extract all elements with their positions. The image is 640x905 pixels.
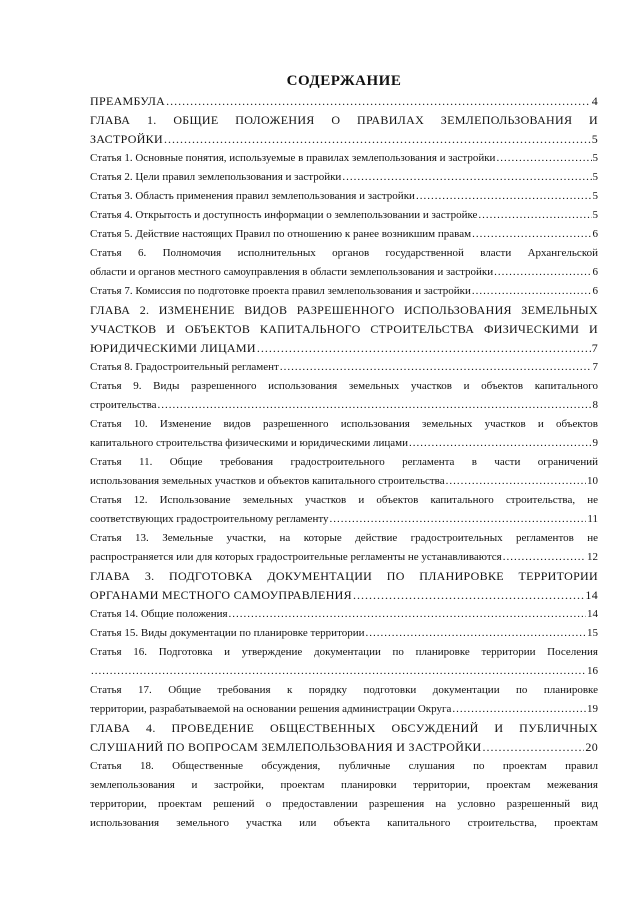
dot-leader (409, 434, 591, 453)
toc-entry-line: Статья 17. Общие требования к порядку подготовки документации по планировке (90, 684, 598, 696)
dot-leader (416, 187, 592, 206)
toc-article-entry[interactable] (90, 377, 598, 415)
toc-entry-line: ГЛАВА 2. ИЗМЕНЕНИЕ ВИДОВ РАЗРЕШЕННОГО ИСПОЛЬЗОВАНИЯ ЗЕМЕЛЬНЫХ (90, 303, 598, 317)
toc-entry-text: Статья 2. Цели правил землепользования и застройки (90, 171, 342, 183)
toc-entry-leader-line (90, 282, 598, 301)
toc-entry-line: использования земельного участка или объекта капитального строительства, проектам (90, 817, 598, 829)
dot-leader (503, 548, 586, 567)
toc-article-entry[interactable] (90, 244, 598, 282)
toc-entry-text: Статья 7. Комиссия по подготовке проекта правил землепользования и застройки (90, 285, 471, 297)
toc-entry-text: СЛУШАНИЙ ПО ВОПРОСАМ ЗЕМЛЕПОЛЬЗОВАНИЯ И ЗАСТРОЙКИ (90, 740, 482, 754)
toc-entry-line: Статья 9. Виды разрешенного использования земельных участков и объектов капитального (90, 380, 598, 392)
toc-page-number: 6 (592, 228, 598, 240)
toc-entry-leader-line (90, 263, 598, 282)
toc-entry-text: Статья 4. Открытость и доступность информации о землепользовании и застройке (90, 209, 478, 221)
dot-leader (472, 282, 592, 301)
toc-entry-text: территории, разрабатываемой на основании решения администрации Округа (90, 703, 452, 715)
toc-entry-text: ОРГАНАМИ МЕСТНОГО САМОУПРАВЛЕНИЯ (90, 588, 352, 602)
toc-article-entry[interactable] (90, 187, 598, 206)
toc-entry-leader-line (90, 662, 598, 681)
dot-leader (342, 168, 591, 187)
toc-page-number: 10 (587, 475, 598, 487)
toc-article-entry[interactable] (90, 282, 598, 301)
toc-page-number: 5 (591, 132, 598, 146)
toc-entry-leader-line (90, 472, 598, 491)
toc-entry-leader-line (90, 700, 598, 719)
toc-page-number: 20 (585, 740, 598, 754)
dot-leader (280, 358, 592, 377)
toc-entry-line: Статья 12. Использование земельных участков и объектов капитального строительства, не (90, 494, 598, 506)
toc-page-number: 4 (591, 94, 598, 108)
toc-page-number: 11 (587, 513, 598, 525)
dot-leader (158, 396, 592, 415)
toc-article-entry[interactable] (90, 415, 598, 453)
toc-entry-leader-line (90, 339, 598, 358)
toc-chapter-entry[interactable] (90, 111, 598, 149)
toc-chapter-entry[interactable] (90, 567, 598, 605)
dot-leader (496, 149, 591, 168)
toc-page-number: 5 (592, 209, 598, 221)
toc-entry-line: ГЛАВА 4. ПРОВЕДЕНИЕ ОБЩЕСТВЕННЫХ ОБСУЖДЕНИЙ И ПУБЛИЧНЫХ (90, 721, 598, 735)
toc-entry-line: ГЛАВА 3. ПОДГОТОВКА ДОКУМЕНТАЦИИ ПО ПЛАНИРОВКЕ ТЕРРИТОРИИ (90, 569, 598, 583)
toc-page-number: 9 (592, 437, 598, 449)
toc-page-number: 5 (592, 171, 598, 183)
dot-leader (353, 586, 584, 605)
toc-article-entry[interactable] (90, 206, 598, 225)
toc-entry-leader-line (90, 434, 598, 453)
toc-entry-line: землепользования и застройки, проектам планировки территории, проектам межевания (90, 779, 598, 791)
toc-entry-leader-line (90, 738, 598, 757)
toc-entry-line: Статья 6. Полномочия исполнительных органов государственной власти Архангельской (90, 247, 598, 259)
toc-entry-line: Статья 18. Общественные обсуждения, публичные слушания по проектам правил (90, 760, 598, 772)
toc-article-entry[interactable] (90, 757, 598, 833)
toc-entry-leader-line (90, 130, 598, 149)
toc-entry-text: строительства (90, 399, 157, 411)
toc-article-entry[interactable] (90, 225, 598, 244)
toc-page-number: 19 (587, 703, 598, 715)
toc-entry-text: области и органов местного самоуправления в области землепользования и застройки (90, 266, 494, 278)
toc-entry-leader-line (90, 187, 598, 206)
toc-entry-text: Статья 8. Градостроительный регламент (90, 361, 279, 373)
toc-article-entry[interactable] (90, 358, 598, 377)
dot-leader (478, 206, 591, 225)
dot-leader (166, 92, 591, 111)
dot-leader (257, 339, 591, 358)
dot-leader (366, 624, 586, 643)
toc-page-number: 12 (587, 551, 598, 563)
dot-leader (229, 605, 586, 624)
toc-entry-leader-line (90, 396, 598, 415)
toc-entry-text: Статья 5. Действие настоящих Правил по отношению к ранее возникшим правам (90, 228, 472, 240)
toc-entry-leader-line (90, 548, 598, 567)
toc-title: СОДЕРЖАНИЕ (286, 73, 402, 89)
toc-entry-line: Статья 11. Общие требования градостроительного регламента в части ограничений (90, 456, 598, 468)
toc-article-entry[interactable] (90, 643, 598, 681)
toc-chapter-entry[interactable] (90, 92, 598, 111)
toc-entry-text: распространяется или для которых градостроительные регламенты не устанавливаются (90, 551, 502, 563)
dot-leader (91, 662, 586, 681)
toc-page-number: 8 (592, 399, 598, 411)
toc-article-entry[interactable] (90, 529, 598, 567)
dot-leader (446, 472, 586, 491)
toc-entry-text: соответствующих градостроительному регламенту (90, 513, 329, 525)
toc-entry-line: Статья 10. Изменение видов разрешенного использования земельных участков и объектов (90, 418, 598, 430)
toc-entry-line: Статья 13. Земельные участки, на которые действие градостроительных регламентов не (90, 532, 598, 544)
toc-page-number: 6 (592, 285, 598, 297)
toc-entry-text: Статья 15. Виды документации по планировке территории (90, 627, 365, 639)
toc-article-entry[interactable] (90, 168, 598, 187)
toc-page-number: 5 (592, 190, 598, 202)
toc-entry-text: использования земельных участков и объектов капитального строительства (90, 475, 445, 487)
toc-page-number: 5 (592, 152, 598, 164)
toc-entry-text: капитального строительства физическими и юридическими лицами (90, 437, 409, 449)
dot-leader (482, 738, 584, 757)
toc-article-entry[interactable] (90, 149, 598, 168)
toc-entry-text: ЗАСТРОЙКИ (90, 132, 163, 146)
toc-entry-leader-line (90, 206, 598, 225)
toc-entry-text: Статья 14. Общие положения (90, 608, 228, 620)
toc-page-number: 14 (585, 588, 598, 602)
toc-entry-text: Статья 1. Основные понятия, используемые в правилах землепользования и застройки (90, 152, 496, 164)
toc-entry-line: Статья 16. Подготовка и утверждение документации по планировке территории Поселения (90, 646, 598, 658)
toc-entry-line: территории, проектам решений о предоставлении разрешения на условно разрешенный вид (90, 798, 598, 810)
dot-leader (494, 263, 591, 282)
toc-entry-leader-line (90, 92, 598, 111)
toc-page-number: 7 (592, 361, 598, 373)
toc-page-number: 16 (587, 665, 598, 677)
toc-article-entry[interactable] (90, 624, 598, 643)
toc-entry-leader-line (90, 624, 598, 643)
toc-chapter-entry[interactable] (90, 719, 598, 757)
toc-entry-leader-line (90, 586, 598, 605)
dot-leader (330, 510, 587, 529)
toc-page-number: 15 (587, 627, 598, 639)
toc-entry-leader-line (90, 510, 598, 529)
dot-leader (472, 225, 591, 244)
toc-entry-leader-line (90, 149, 598, 168)
toc-article-entry[interactable] (90, 681, 598, 719)
toc-entry-leader-line (90, 605, 598, 624)
toc-entry-text: ЮРИДИЧЕСКИМИ ЛИЦАМИ (90, 341, 256, 355)
toc-article-entry[interactable] (90, 453, 598, 491)
toc-entry-line: УЧАСТКОВ И ОБЪЕКТОВ КАПИТАЛЬНОГО СТРОИТЕЛЬСТВА ФИЗИЧЕСКИМИ И (90, 322, 598, 336)
toc-entry-leader-line (90, 225, 598, 244)
dot-leader (164, 130, 591, 149)
toc-chapter-entry[interactable] (90, 301, 598, 358)
toc-entry-leader-line (90, 168, 598, 187)
toc-entry-line: ГЛАВА 1. ОБЩИЕ ПОЛОЖЕНИЯ О ПРАВИЛАХ ЗЕМЛЕПОЛЬЗОВАНИЯ И (90, 113, 598, 127)
toc-entry-text: Статья 3. Область применения правил землепользования и застройки (90, 190, 415, 202)
toc-entry-text: ПРЕАМБУЛА (90, 94, 166, 108)
toc-page-number: 7 (591, 341, 598, 355)
toc-article-entry[interactable] (90, 605, 598, 624)
toc-article-entry[interactable] (90, 491, 598, 529)
toc-entry-leader-line (90, 358, 598, 377)
toc-page-number: 14 (587, 608, 598, 620)
toc-page-number: 6 (592, 266, 598, 278)
dot-leader (452, 700, 586, 719)
toc-list (90, 92, 598, 833)
